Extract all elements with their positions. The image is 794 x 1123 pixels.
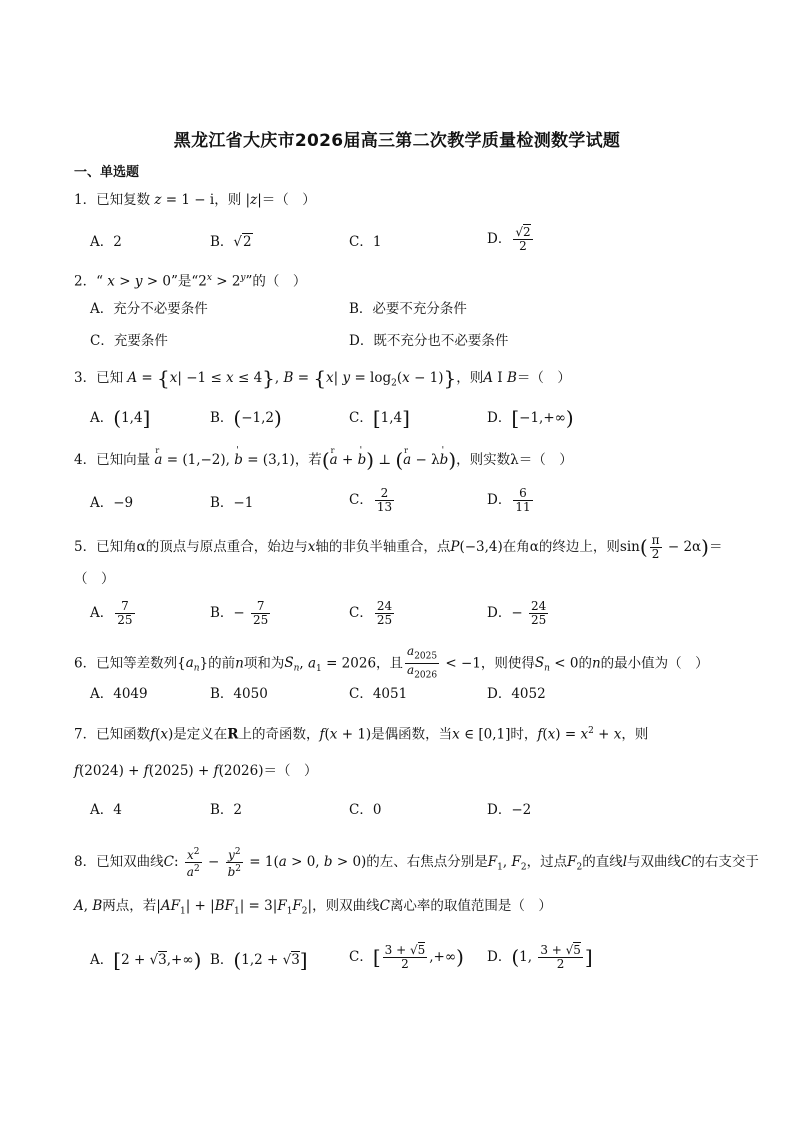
question-text: 已知等差数列	[96, 655, 178, 672]
option-b[interactable]: B．−1	[210, 495, 254, 511]
option-value: 2	[113, 234, 122, 250]
question-text: 是偶函数，当	[371, 726, 453, 743]
option-a[interactable]: A． $\frac{7}{25}$	[90, 599, 133, 627]
question-text: 时，	[510, 726, 538, 743]
option-d[interactable]: D．[−1,+∞)	[487, 406, 574, 430]
question-text: 的直线	[582, 854, 623, 870]
question-text: 的右支交于	[691, 854, 759, 870]
option-c[interactable]	[349, 232, 381, 252]
question-number: 7．	[74, 726, 97, 743]
question-3: 3．已知 A = {x| −1 ≤ x ≤ 4}, B = {x| $y = \log_2(x - 1)$}，则A I B＝（ ）	[74, 366, 571, 390]
question-text: 上的奇函数，	[238, 726, 320, 743]
question-number: 8．	[74, 854, 97, 870]
question-number: 6．	[74, 655, 97, 672]
question-2: 2．“ x > y > 0”是“$2^x > 2^y$”的（ ）	[74, 273, 307, 290]
option-d[interactable]: D．−2	[487, 802, 532, 818]
question-text: 在角	[502, 539, 530, 555]
question-text: 是定义在	[173, 726, 228, 743]
option-a[interactable]: A．−9	[90, 495, 134, 511]
question-number: 1．	[74, 192, 97, 208]
question-text: 的左、右焦点分别是	[366, 854, 488, 870]
option-b[interactable]: B．(−1,2)	[210, 406, 282, 430]
question-text: ，则使得	[480, 655, 535, 672]
question-text: ＝	[708, 539, 723, 555]
question-text: “	[96, 273, 103, 290]
question-text: 已知函数	[96, 726, 151, 743]
question-5-cont: （ ）	[74, 571, 115, 587]
section-heading: 一、单选题	[74, 165, 140, 180]
option-b[interactable]: B．4050	[210, 686, 268, 702]
option-d[interactable]: D．(1, $\frac{3 + √5}{2}$ ]	[487, 943, 593, 971]
option-c[interactable]: C．4051	[349, 686, 408, 702]
option-d[interactable]: D． $\frac{6}{11}$	[487, 486, 531, 514]
question-text: ，则	[214, 192, 242, 208]
question-text: ＝（ ）	[516, 370, 571, 386]
question-text: 已知向量	[96, 452, 151, 468]
question-text: 的	[578, 655, 592, 672]
question-text: 两点，若	[102, 898, 157, 914]
option-value: −1	[233, 495, 254, 511]
question-text: ＝（ ）	[261, 192, 316, 208]
question-text: 已知角	[96, 539, 137, 555]
question-text: ，且	[376, 655, 404, 672]
question-number: 5．	[74, 539, 97, 555]
question-text: 已知	[96, 370, 124, 386]
question-text: 已知复数	[96, 192, 151, 208]
option-value: 1	[372, 234, 382, 250]
option-a[interactable]: A．[2 + √3,+∞)	[90, 948, 202, 972]
question-text: ，则	[456, 370, 484, 386]
option-a[interactable]	[90, 232, 122, 252]
option-b[interactable]: B．2	[210, 802, 243, 818]
question-text: ”是“	[170, 273, 199, 290]
option-b[interactable]	[210, 232, 253, 252]
question-text: ，则双曲线	[312, 898, 380, 914]
question-7: 7．已知函数f(x)是定义在R上的奇函数，f(x + 1)是偶函数，当x ∈ [0,1]时，$f(x) = x^2 + x$，则	[74, 726, 649, 743]
option-c[interactable]: C．充要条件	[90, 333, 168, 349]
question-text: ，则实数	[456, 452, 511, 468]
question-text: 的顶点与原点重合，始边与	[145, 539, 308, 555]
option-b[interactable]: B．− $\frac{7}{25}$	[210, 599, 269, 627]
option-value: −9	[113, 495, 134, 511]
question-number: 4．	[74, 452, 97, 468]
question-number: 2．	[74, 273, 97, 290]
option-value: √2	[233, 234, 252, 250]
question-text: ＝（ ）	[263, 763, 318, 779]
option-d[interactable]: D．4052	[487, 686, 546, 702]
question-text: 的最小值为（ ）	[600, 655, 709, 672]
question-5: 5．已知角α的顶点与原点重合，始边与x轴的非负半轴重合，点P(−3,4)在角α的终边上，则sin( $\frac{\pi}{2}$ − 2α)＝	[74, 533, 723, 561]
option-letter: B．	[210, 234, 234, 250]
option-c[interactable]: C．[ $\frac{3 + √5}{2}$ ,+∞)	[349, 943, 464, 971]
question-text: ，过点	[526, 854, 568, 870]
option-d[interactable]	[487, 226, 535, 253]
option-b[interactable]: B．(1,2 + √3]	[210, 948, 308, 972]
question-8: 8．已知双曲线C: $\frac{x^2}{a^2}$ − $\frac{y^2}{b^2}$ = 1(a > 0, b > 0)的左、右焦点分别是$F_1$, $F_2$，过点$F_2$的直线l与双曲线C的右支交于	[74, 847, 759, 879]
question-text: 的终边上，则	[538, 539, 620, 555]
question-7-cont: f(2024) + f(2025) + f(2026)＝（ ）	[74, 763, 318, 779]
option-c[interactable]: C．[1,4]	[349, 406, 410, 430]
option-a[interactable]: A．充分不必要条件	[90, 301, 208, 317]
question-text: ，则	[621, 726, 649, 743]
question-text: 与双曲线	[627, 854, 682, 870]
option-c[interactable]: C． $\frac{24}{25}$	[349, 599, 393, 627]
page-title: 黑龙江省大庆市2026届高三第二次教学质量检测数学试题	[173, 131, 621, 151]
option-d[interactable]: D．− $\frac{24}{25}$	[487, 599, 547, 627]
question-text: ，若	[294, 452, 322, 468]
question-8-cont: A, B两点，若$|AF_1| + |BF_1| = 3|F_1F_2|$，则双曲线C离心率的取值范围是（ ）	[74, 898, 552, 917]
question-number: 3．	[74, 370, 97, 386]
option-a[interactable]: A．4049	[90, 686, 148, 702]
question-1: 1．已知复数 z = 1 − i，则 |z|＝（ ）	[74, 192, 316, 208]
option-b[interactable]: B．必要不充分条件	[349, 301, 467, 317]
option-a[interactable]: A．(1,4]	[90, 406, 151, 430]
option-letter: A．	[90, 234, 114, 250]
option-letter: C．	[349, 234, 373, 250]
question-6: 6．已知等差数列$\{a_n\}$的前n项和为$S_n$, $a_1 = 2026$，且 $\frac{a_{2025}}{a_{2026}}$ < −1，则使得$S_n < 0$的n的最小值为（ ）	[74, 644, 709, 681]
question-text: 离心率的取值范围是（ ）	[389, 898, 552, 914]
question-text: 轴的非负半轴重合，点	[315, 539, 451, 555]
question-text: ”的（ ）	[245, 273, 307, 290]
option-letter: D．	[487, 231, 512, 247]
question-text: ＝（ ）	[518, 452, 573, 468]
question-text: 已知双曲线	[96, 854, 164, 870]
question-4: 4．已知向量 r a = (1,−2), ' b = (3,1)，若(r a + ' b) ⊥ (r a − λ' b)，则实数λ＝（ ）	[74, 450, 573, 470]
option-d[interactable]: D．既不充分也不必要条件	[349, 333, 509, 349]
option-c[interactable]: C．0	[349, 802, 382, 818]
option-c[interactable]: C． $\frac{2}{13}$	[349, 486, 393, 514]
question-text: 项和为	[243, 655, 285, 672]
option-value: $\frac{√2}{2}$	[515, 225, 531, 253]
question-text: 的前	[208, 655, 236, 672]
option-a[interactable]: A．4	[90, 802, 122, 818]
